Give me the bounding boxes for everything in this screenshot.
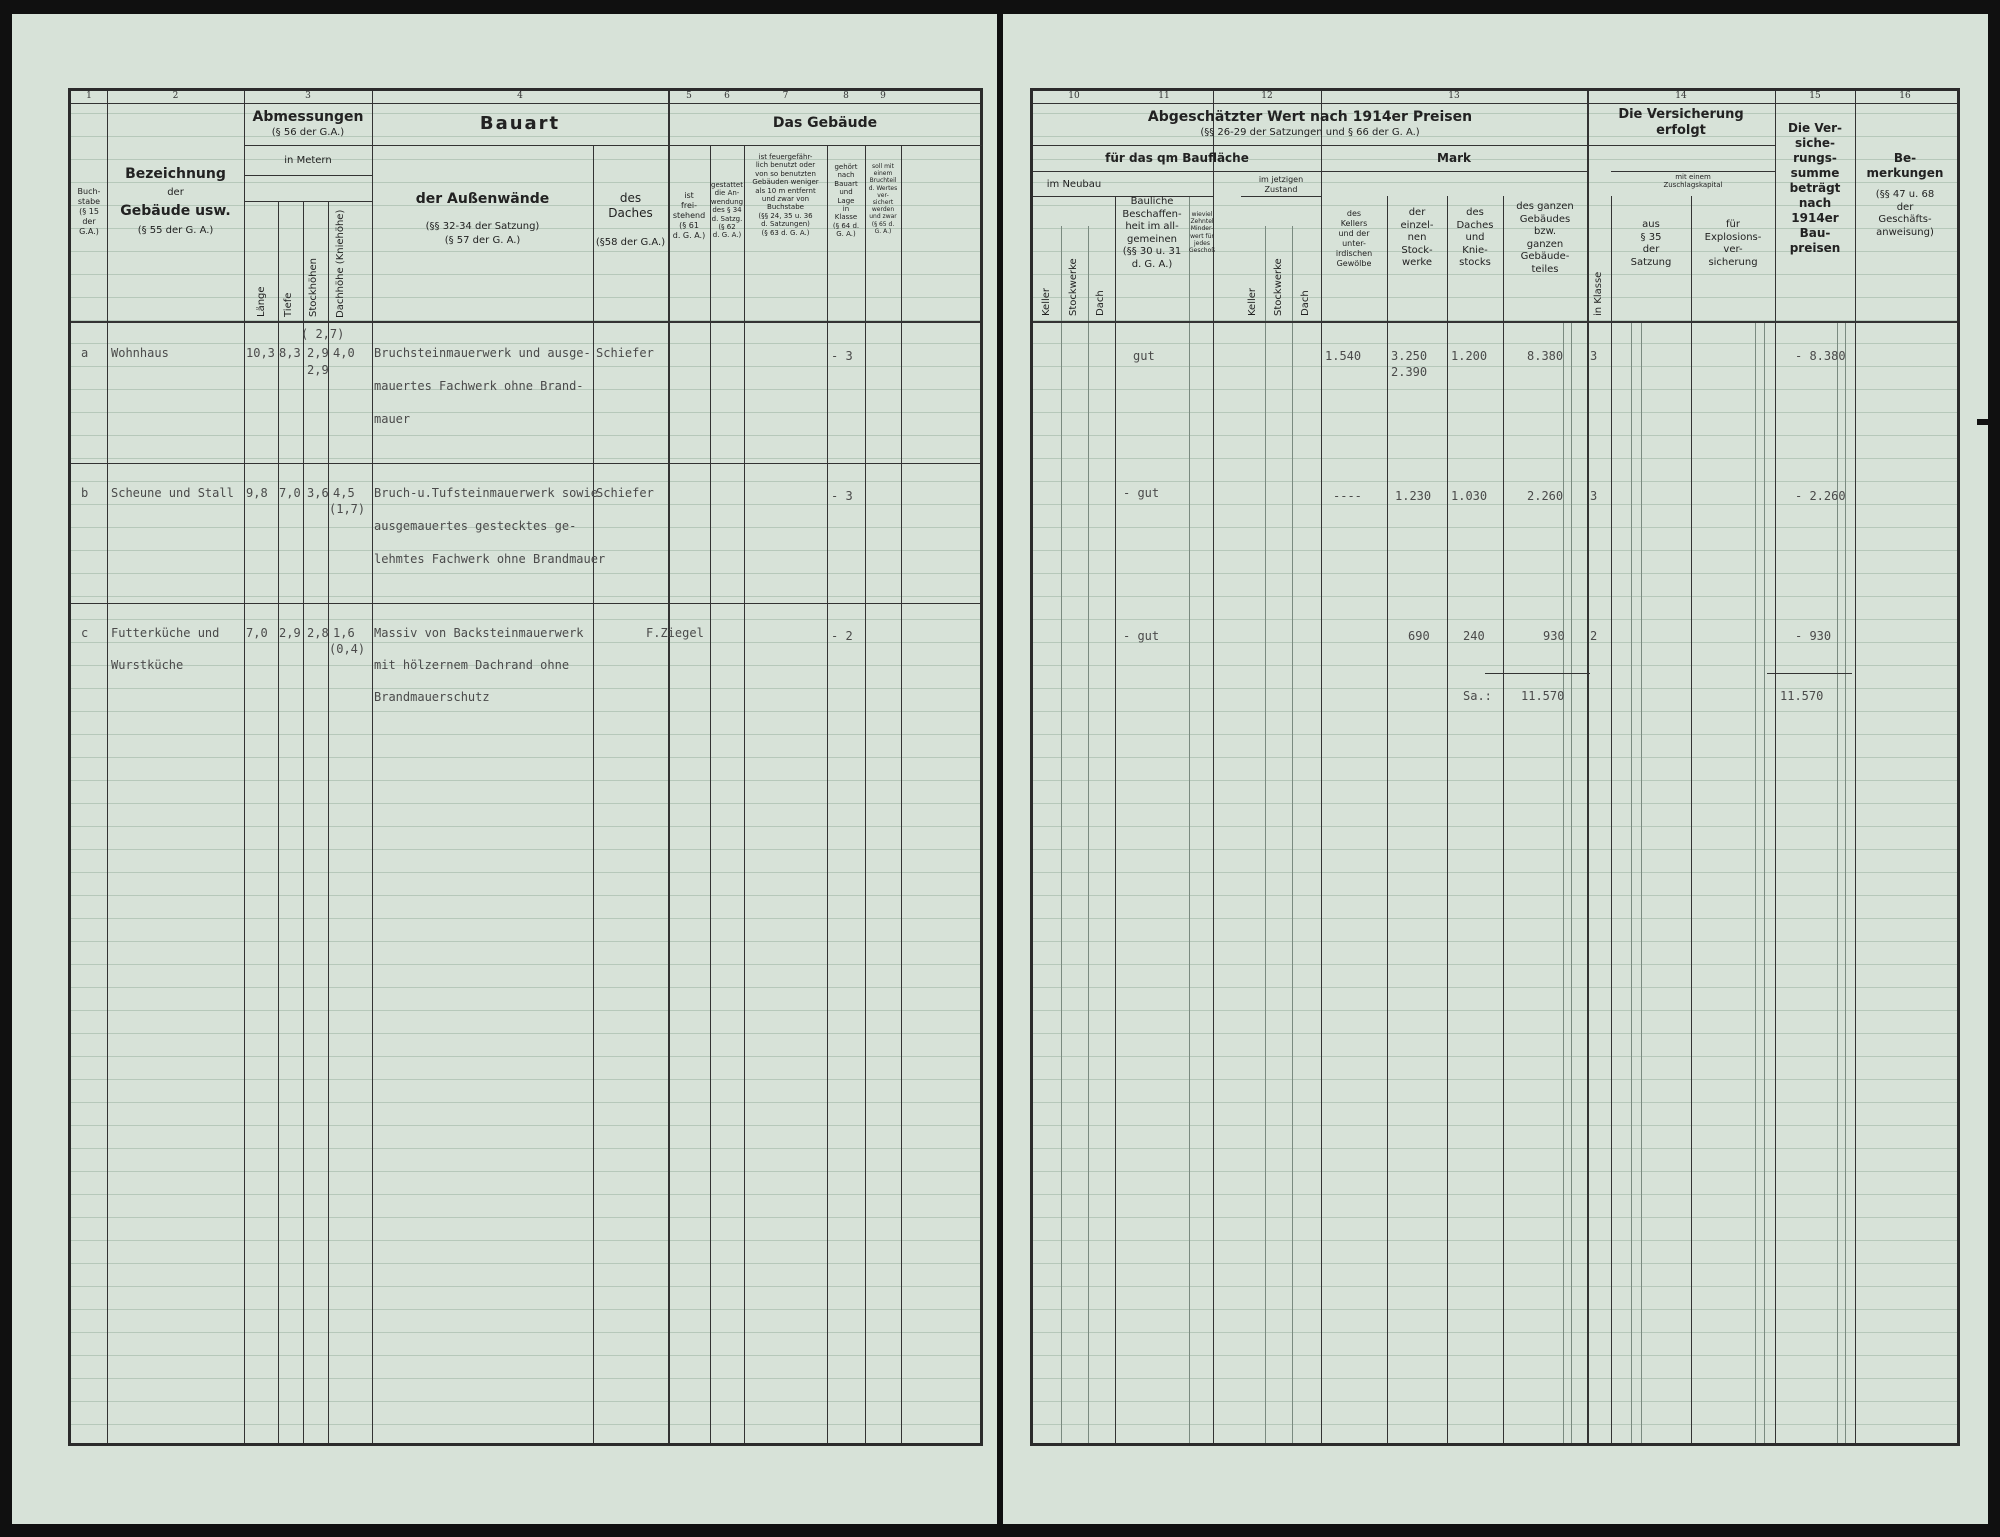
col-number-4: 4 [517,91,523,101]
header-buchstabe: Buch- stabe (§ 15 der G.A.) [77,187,101,236]
header-daches: des Daches [608,191,653,220]
row-c-dach-2: (0,4) [329,642,366,656]
header-stockhoehen: Stockhöhen [308,258,319,317]
col-number-8: 8 [843,91,849,101]
header-freistehend: ist frei- stehend (§ 61 d. G. A.) [672,191,706,240]
col-number-11: 11 [1158,91,1170,101]
header-keller-jetzt: Keller [1247,287,1258,316]
header-dachhoehe: Dachhöhe (Kniehöhe) [335,209,346,318]
binder-clip-mark [1977,419,1989,425]
row-b-dach: 4,5 [333,486,355,500]
header-in-klasse: in Klasse [1593,271,1604,316]
row-a-stockwerke-wert: 3.250 [1391,349,1428,363]
row-b-name: Scheune und Stall [111,486,234,500]
row-a-dach-wert: 1.200 [1451,349,1488,363]
row-c-name: Futterküche und [111,626,220,640]
header-bezeichnung: Bezeichnung [125,166,226,182]
row-b-in-klasse: 3 [1590,489,1598,503]
right-page [1003,14,1988,1524]
row-b-letter: b [81,486,89,500]
header-aussenwaende-ref2: (§ 57 der G. A.) [444,235,521,246]
header-bemerkungen: Be- merkungen [1866,151,1944,180]
header-mark: Mark [1437,151,1471,165]
sum-insured: 11.570 [1780,689,1824,703]
row-a-name: Wohnhaus [111,346,169,360]
row-b-wand-1: Bruch-u.Tufsteinmauerwerk sowie [374,486,598,500]
header-dach-jetzt: Dach [1300,290,1311,316]
row-b-wand-2: ausgemauertes gestecktes ge- [374,519,577,533]
header-des-ganzen: des ganzen Gebäudes bzw. ganzen Gebäude- teiles [1516,201,1574,275]
row-c-bauliche: - gut [1123,629,1160,643]
header-abgeschaetzter-wert: Abgeschätzter Wert nach 1914er Preisen [1147,109,1473,125]
col-number-3: 3 [305,91,311,101]
col-number-5: 5 [686,91,692,101]
header-aussenwaende: der Außenwände [415,191,550,207]
row-c-stock: 2,8 [307,626,329,640]
header-stockwerke-jetzt: Stockwerke [1273,258,1284,316]
header-abmessungen-ref: (§ 56 der G.A.) [271,127,345,138]
header-bezeichnung-der: der [167,187,184,198]
row-c-wand-2: mit hölzernem Dachrand ohne [374,658,570,672]
header-das-gebaeude: Das Gebäude [772,115,878,131]
header-keller-neubau: Keller [1041,287,1052,316]
row-a-bauliche: gut [1133,349,1155,363]
row-a-letter: a [81,346,89,360]
row-c-stockwerke-wert: 690 [1408,629,1430,643]
col-number-12: 12 [1261,91,1273,101]
row-c-wand-1: Massiv von Backsteinmauerwerk [374,626,584,640]
row-a-stock: 2,9 [307,346,329,360]
row-b-ganz-wert: 2.260 [1527,489,1564,503]
sum-total: 11.570 [1521,689,1565,703]
col-number-2: 2 [172,91,179,101]
header-tiefe: Tiefe [283,292,294,317]
row-b-keller-wert: ---- [1333,489,1362,503]
header-feuergefaehrlich: ist feuergefähr- lich benutzt oder von so benutzten Gebäuden weniger als 10 m entfernt und zwar von Buchstabe (§§ 24, 35 u. 36 d. Satzungen) (§ 63 d. G. A.) [752,153,819,237]
col-number-14: 14 [1675,91,1687,101]
row-a-dach-art: Schiefer [596,346,654,360]
header-aussenwaende-ref1: (§§ 32-34 der Satzung) [425,221,540,232]
right-form-table [1030,88,1960,1446]
row-a-wand-1: Bruchsteinmauerwerk und ausge- [374,346,591,360]
row-c-name-2: Wurstküche [111,658,184,672]
row-b-stock: 3,6 [307,486,329,500]
row-b-tiefe: 7,0 [279,486,301,500]
header-klasse: gehört nach Bauart und Lage in Klasse (§ 64 d. G. A.) [832,163,860,239]
row-a-keller-wert: 1.540 [1325,349,1362,363]
header-versicherung: Die Versicherung erfolgt [1618,107,1744,139]
row-a-laenge: 10,3 [246,346,275,360]
row-b-wand-3: lehmtes Fachwerk ohne Brandmauer [374,552,606,566]
header-in-metern: in Metern [284,155,332,166]
header-zehntel: wieviel Zehntel Minder- wert für jedes Geschoß [1189,211,1216,254]
col-number-10: 10 [1068,91,1080,101]
row-b-summe: - 2.260 [1795,489,1846,503]
sum-label: Sa.: [1463,689,1492,703]
header-laenge: Länge [256,286,267,317]
row-c-summe: - 930 [1795,629,1832,643]
row-a-ganz-wert: 8.380 [1527,349,1564,363]
left-page [12,14,997,1524]
header-aus-35: aus § 35 der Satzung [1630,219,1672,268]
row-b-dach-wert: 1.030 [1451,489,1488,503]
header-bemerkungen-ref: (§§ 47 u. 68 der Geschäfts- anweisung) [1875,189,1935,238]
header-stockwerke-neubau: Stockwerke [1068,258,1079,316]
header-im-jetzigen-zustand: im jetzigen Zustand [1258,175,1304,194]
header-bezeichnung-ref: (§ 55 der G. A.) [137,225,214,236]
header-dach-neubau: Dach [1095,290,1106,316]
header-im-neubau: im Neubau [1046,179,1102,190]
header-gestattet: gestattet die An- wendung des § 34 d. Satzg. (§ 62 d. G. A.) [710,181,744,240]
header-gebaeude: Gebäude usw. [120,203,231,219]
header-der-stockwerke: der einzel- nen Stock- werke [1400,207,1434,268]
left-form-table [68,88,983,1446]
row-b-laenge: 9,8 [246,486,268,500]
row-a-stock-top: ( 2,7) [301,327,345,341]
row-c-ganz-wert: 930 [1543,629,1565,643]
header-abgeschaetzt-ref: (§§ 26-29 der Satzungen und § 66 der G. A.) [1200,127,1420,138]
row-b-klasse: - 3 [831,489,853,503]
row-c-laenge: 7,0 [246,626,268,640]
header-des-kellers: des Kellers und der unter- irdischen Gewölbe [1335,209,1373,268]
header-bauart: Bauart [479,113,561,134]
header-bruchteil: soll mit einem Bruchteil d. Wertes ver- sichert werden und zwar (§ 65 d. G. A.) [868,163,898,235]
row-a-stock-bot: 2,9 [307,363,329,377]
header-bauliche: Bauliche Beschaffen- heit im all- gemeinen (§§ 30 u. 31 d. G. A.) [1122,196,1182,270]
col-number-13: 13 [1448,91,1460,101]
row-b-bauliche: - gut [1123,486,1160,500]
row-c-tiefe: 2,9 [279,626,301,640]
row-b-dach-art: Schiefer [596,486,654,500]
header-des-daches: des Daches und Knie- stocks [1456,207,1494,268]
col-number-6: 6 [724,91,730,101]
header-abmessungen: Abmessungen [252,109,364,125]
col-number-15: 15 [1809,91,1821,101]
col-number-16: 16 [1899,91,1911,101]
row-c-letter: c [81,626,89,640]
col-number-7: 7 [782,91,789,101]
row-b-stockwerke-wert: 1.230 [1395,489,1432,503]
row-c-klasse: - 2 [831,629,853,643]
row-a-tiefe: 8,3 [279,346,301,360]
row-a-wand-2: mauertes Fachwerk ohne Brand- [374,379,584,393]
row-c-dach: 1,6 [333,626,355,640]
header-versicherungssumme: Die Ver- siche- rungs- summe beträgt nach 1914er Bau- preisen [1787,121,1843,255]
row-c-dach-art: F.Ziegel [646,626,704,640]
row-a-wand-3: mauer [374,412,411,426]
header-explosion: für Explosions- ver- sicherung [1704,219,1762,268]
header-qm-baufläche: für das qm Baufläche [1105,151,1249,165]
row-a-dach: 4,0 [333,346,355,360]
row-c-in-klasse: 2 [1590,629,1598,643]
header-zuschlagskapital: mit einem Zuschlagskapital [1663,173,1723,190]
col-number-9: 9 [880,91,886,101]
header-daches-ref: (§58 der G.A.) [595,237,666,248]
row-a-stockwerke-wert-2: 2.390 [1391,365,1428,379]
row-b-dach-2: (1,7) [329,502,366,516]
row-c-wand-3: Brandmauerschutz [374,690,490,704]
row-a-klasse: - 3 [831,349,853,363]
row-a-in-klasse: 3 [1590,349,1598,363]
row-a-summe: - 8.380 [1795,349,1846,363]
col-number-1: 1 [86,91,92,101]
row-c-dach-wert: 240 [1463,629,1485,643]
